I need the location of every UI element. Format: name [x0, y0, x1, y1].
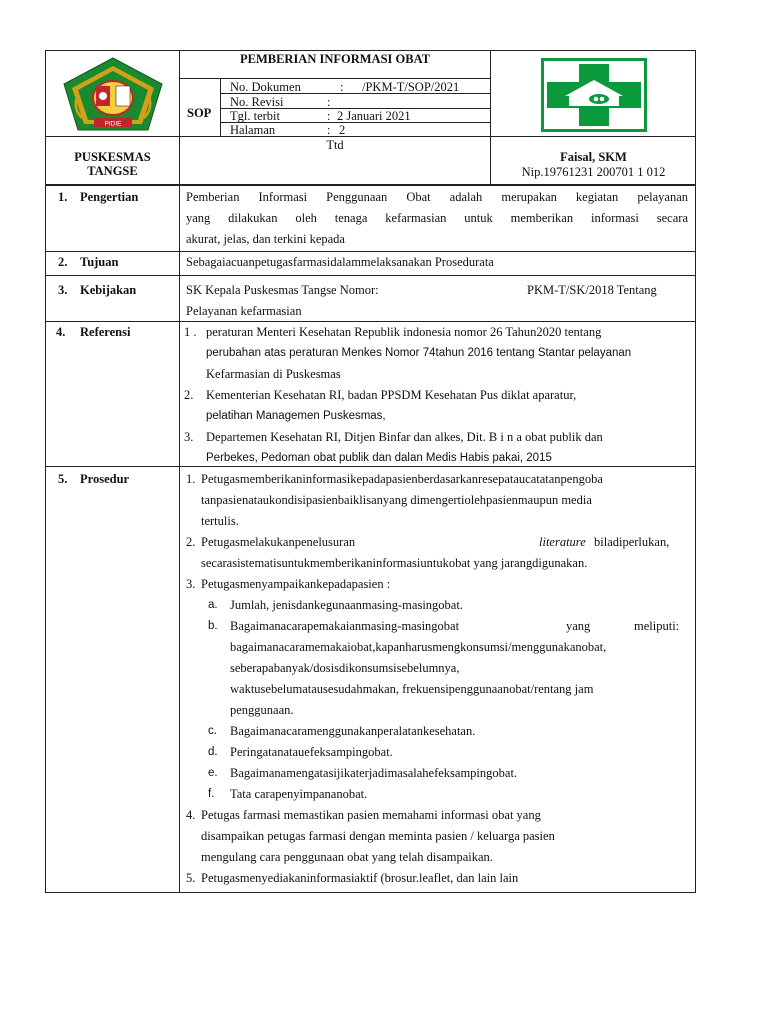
list-marker: 1 . — [184, 325, 197, 339]
revision-label: No. Revisi — [230, 95, 284, 109]
list-marker: 3. — [184, 430, 194, 444]
sub-marker: b. — [208, 620, 218, 632]
page-label: Halaman — [230, 123, 276, 137]
list-item-italic: literature — [539, 535, 586, 549]
signature-label: Ttd — [326, 138, 344, 152]
list-marker: 4. — [186, 808, 196, 822]
section-label-referensi: Referensi — [80, 325, 131, 339]
list-marker: 1. — [186, 472, 196, 486]
sub-marker: e. — [208, 767, 218, 779]
sub-item: bagaimanacaramemakaiobat,kapanharusmengkonsumsi/menggunakanobat, — [230, 640, 607, 654]
sub-item: Bagaimanacarapemakaianmasing-masingobat — [230, 619, 460, 633]
cross-logo — [541, 58, 647, 132]
list-marker: 2. — [186, 535, 196, 549]
issue-date-sep: : — [327, 109, 331, 123]
org-name-line1: PUSKESMAS — [74, 150, 151, 164]
section-label-kebijakan: Kebijakan — [80, 283, 137, 297]
logo-text: PIDIE — [104, 120, 122, 128]
sub-item: yang — [566, 619, 591, 633]
list-item: secarasistematisuntukmemberikaninformasiuntukobat yang jarangdigunakan. — [201, 556, 588, 570]
sub-item: waktusebelumatausesudahmakan, frekuensipenggunaanobat/rentang jam — [230, 682, 594, 696]
signer-name: Faisal, SKM — [560, 150, 627, 164]
section-label-pengertian: Pengertian — [80, 190, 139, 204]
section-number: 1. — [58, 190, 68, 204]
list-item: Petugasmenyediakaninformasiaktif (brosur.leaflet, dan lain lain — [201, 871, 519, 885]
list-item: mengulang cara penggunaan obat yang telah disampaikan. — [201, 850, 493, 864]
list-item: biladiperlukan, — [594, 535, 670, 549]
doc-number-label: No. Dokumen — [230, 80, 301, 94]
sub-item: Bagaimanacaramenggunakanperalatankesehatan. — [230, 724, 476, 738]
kebijakan-line1-right: PKM-T/SK/2018 Tentang — [527, 283, 657, 297]
sub-marker: c. — [208, 725, 217, 737]
list-item: tertulis. — [201, 514, 239, 528]
section-tujuan-text — [186, 252, 688, 273]
list-item: Petugas farmasi memastikan pasien memahami informasi obat yang — [201, 808, 541, 822]
page-sep: : — [327, 123, 331, 137]
kebijakan-line1-left: SK Kepala Puskesmas Tangse Nomor: — [186, 283, 379, 297]
sub-marker: a. — [208, 599, 218, 611]
section-label-tujuan: Tujuan — [80, 255, 119, 269]
list-item: Departemen Kesehatan RI, Ditjen Binfar dan alkes, Dit. B i n a obat publik dan — [206, 430, 603, 444]
list-item: tanpasienataukondisipasienbaiklisanyang dimengertiolehpasienmaupun media — [201, 493, 592, 507]
list-item: disampaikan petugas farmasi dengan meminta pasien / keluarga pasien — [201, 829, 555, 843]
org-name-line2: TANGSE — [87, 164, 138, 178]
list-item: pelatihan Managemen Puskesmas, — [206, 410, 386, 422]
section-pengertian-text — [186, 187, 688, 250]
sub-item: meliputi: — [634, 619, 680, 633]
list-item: peraturan Menteri Kesehatan Republik indonesia nomor 26 Tahun2020 tentang — [206, 325, 602, 339]
sub-item: Tata carapenyimpananobat. — [230, 787, 368, 801]
page-value: 2 — [339, 123, 346, 137]
section-label-prosedur: Prosedur — [80, 472, 130, 486]
sub-item: Peringatanatauefeksampingobat. — [230, 745, 393, 759]
text-line: yang dilakukan oleh tenaga kefarmasian untuk memberikan informasi secara — [186, 211, 688, 225]
sop-label: SOP — [187, 106, 212, 120]
sub-marker: f. — [208, 788, 215, 800]
issue-date-value: 2 Januari 2021 — [337, 109, 411, 123]
list-item: Perbekes, Pedoman obat publik dan dalan Medis Habis pakai, 2015 — [206, 452, 552, 464]
text-line: Sebagaiacuanpetugasfarmasidalammelaksanakan Prosedurata — [186, 255, 494, 269]
text-line: Pemberian Informasi Penggunaan Obat adalah merupakan kegiatan pelayanan — [186, 190, 688, 204]
list-item: perubahan atas peraturan Menkes Nomor 74tahun 2016 tentang Stantar pelayanan — [206, 347, 632, 359]
sub-item: Jumlah, jenisdankegunaanmasing-masingobat. — [230, 598, 463, 612]
section-number: 5. — [58, 472, 68, 486]
section-number: 2. — [58, 255, 68, 269]
doc-number-value: /PKM-T/SOP/2021 — [362, 80, 460, 94]
list-marker: 5. — [186, 871, 196, 885]
sub-item: seberapabanyak/dosisdikonsumsisebelumnya, — [230, 661, 460, 675]
list-marker: 3. — [186, 577, 196, 591]
signer-nip: Nip.19761231 200701 1 012 — [521, 165, 666, 179]
list-item: Petugasmemberikaninformasikepadapasienberdasarkanresepataucatatanpengoba — [201, 472, 603, 486]
list-marker: 2. — [184, 388, 194, 402]
puskesmas-logo — [58, 56, 168, 134]
sub-marker: d. — [208, 746, 218, 758]
revision-sep: : — [327, 95, 331, 109]
list-item: Petugasmelakukanpenelusuran — [201, 535, 356, 549]
doc-number-sep: : — [340, 80, 344, 94]
list-item: Kefarmasian di Puskesmas — [206, 367, 341, 381]
section-number: 3. — [58, 283, 68, 297]
kebijakan-line2: Pelayanan kefarmasian — [186, 304, 302, 318]
sub-item: Bagaimanamengatasijikaterjadimasalahefeksampingobat. — [230, 766, 518, 780]
document-title: PEMBERIAN INFORMASI OBAT — [239, 52, 431, 66]
text-line: akurat, jelas, dan terkini kepada — [186, 232, 345, 246]
list-item: Kementerian Kesehatan RI, badan PPSDM Kesehatan Pus diklat aparatur, — [206, 388, 577, 402]
issue-date-label: Tgl. terbit — [230, 109, 280, 123]
list-item: Petugasmenyampaikankepadapasien : — [201, 577, 391, 591]
sub-item: penggunaan. — [230, 703, 294, 717]
section-number: 4. — [56, 325, 66, 339]
